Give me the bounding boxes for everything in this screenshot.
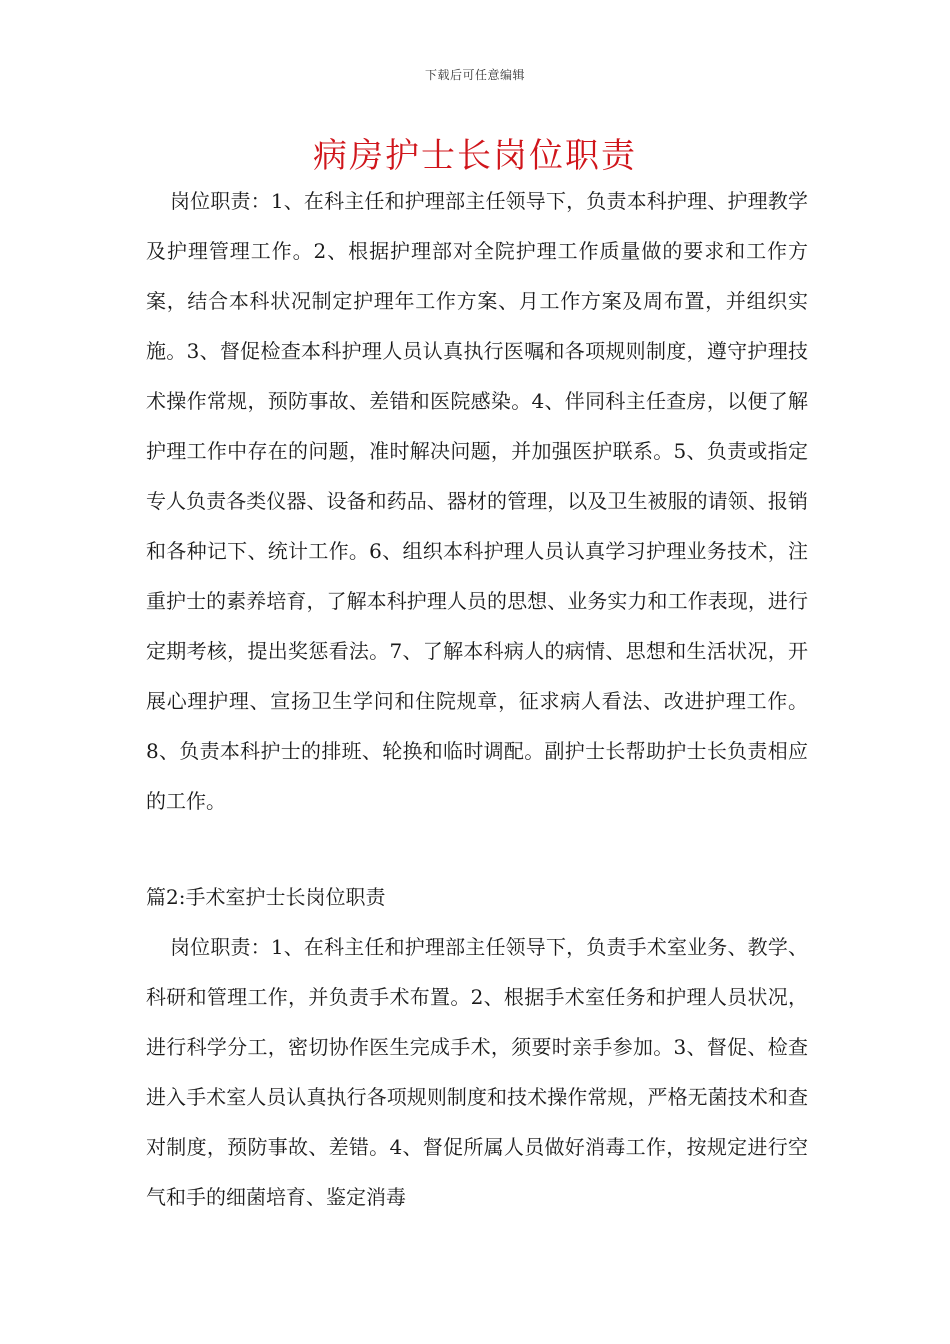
header-note: 下载后可任意编辑 xyxy=(424,68,525,82)
section2-paragraph: 岗位职责：1、在科主任和护理部主任领导下，负责手术室业务、教学、科研和管理工作，并负责手术布置。2、根据手术室任务和护理人员状况，进行科学分工，密切协作医生完成手术，须要时亲手参加。3、督促、检查进入手术室人员认真执行各项规则制度和技术操作常规，严格无菌技术和查对制度，预防事故、差错。4、督促所属人员做好消毒工作，按规定进行空气和手的细菌培育、鉴定消毒 xyxy=(146,935,808,1209)
section1-paragraph: 岗位职责：1、在科主任和护理部主任领导下，负责本科护理、护理教学及护理管理工作。2、根据护理部对全院护理工作质量做的要求和工作方案，结合本科状况制定护理年工作方案、月工作方案及周布置，并组织实施。3、督促检查本科护理人员认真执行医嘱和各项规则制度，遵守护理技术操作常规，预防事故、差错和医院感染。4、伴同科主任查房，以便了解护理工作中存在的问题，准时解决问题，并加强医护联系。5、负责或指定专人负责各类仪器、设备和药品、器材的管理，以及卫生被服的请领、报销和各种记下、统计工作。6、组织本科护理人员认真学习护理业务技术，注重护士的素养培育，了解本科护理人员的思想、业务实力和工作表现，进行定期考核，提出奖惩看法。7、了解本科病人的病情、思想和生活状况，开展心理护理、宣扬卫生学问和住院规章，征求病人看法、改进护理工作。8、负责本科护士的排班、轮换和临时调配。副护士长帮助护士长负责相应的工作。 xyxy=(146,189,808,813)
document-title: 病房护士长岗位职责 xyxy=(313,136,637,176)
section2-heading: 篇2:手术室护士长岗位职责 xyxy=(146,885,386,909)
